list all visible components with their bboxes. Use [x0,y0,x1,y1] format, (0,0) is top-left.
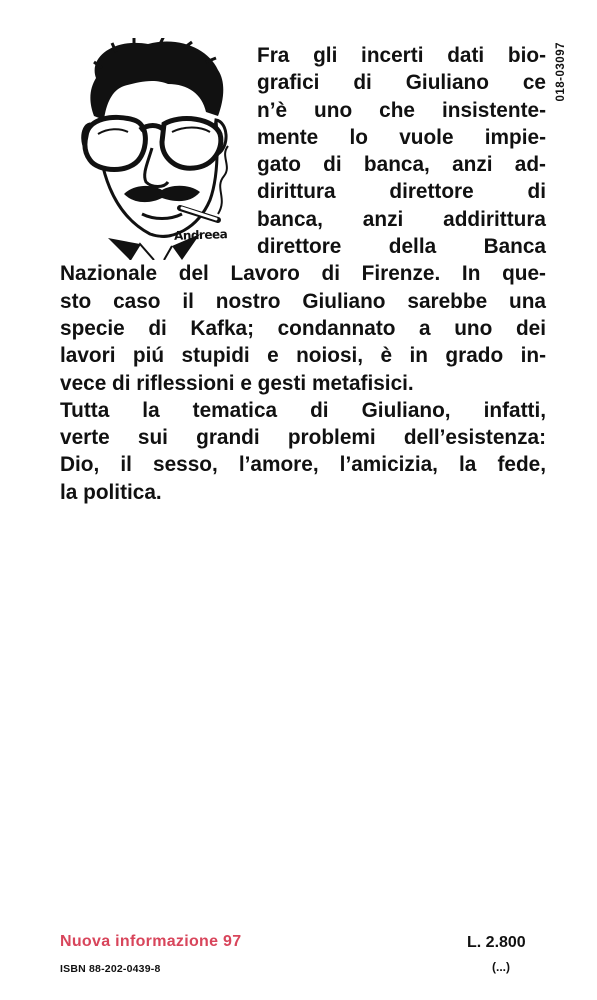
blurb-line: n’è uno che insistente- [257,98,546,122]
blurb-line: specie di Kafka; condannato a uno dei [60,316,546,340]
blurb-line: verte sui grandi problemi dell’esistenza: [60,426,546,450]
blurb-text [60,42,546,506]
blurb-line: direttore della Banca [257,235,546,259]
blurb-line: Fra gli incerti dati bio- [257,44,546,67]
blurb-line: Nazionale del Lavoro di Firenze. In que- [60,262,546,286]
blurb-line: grafici di Giuliano ce [257,71,546,95]
isbn-number: ISBN 88-202-0439-8 [60,963,161,975]
illustrator-signature: Andreea [173,227,228,243]
blurb-line: vece di riflessioni e gesti metafisici. [60,371,414,395]
blurb-line: sto caso il nostro Giuliano sarebbe una [60,289,546,313]
blurb-line: dirittura direttore di [257,180,546,204]
price-label: L. 2.800 [467,934,526,951]
blurb-line: gato di banca, anzi ad- [257,153,546,177]
blurb-line: banca, anzi addirittura [257,207,546,231]
price-note: (...) [492,960,510,974]
blurb-line: la politica. [60,480,162,504]
blurb-line: Dio, il sesso, l’amore, l’amicizia, la fede, [60,453,546,477]
blurb-line: mente lo vuole impie- [257,125,546,149]
catalog-code: 018-03097 [555,42,567,102]
blurb-line: lavori piú stupidi e noiosi, è in grado in- [60,344,546,368]
blurb-line: Tutta la tematica di Giuliano, infatti, [60,398,546,422]
series-title: Nuova informazione 97 [60,933,242,950]
